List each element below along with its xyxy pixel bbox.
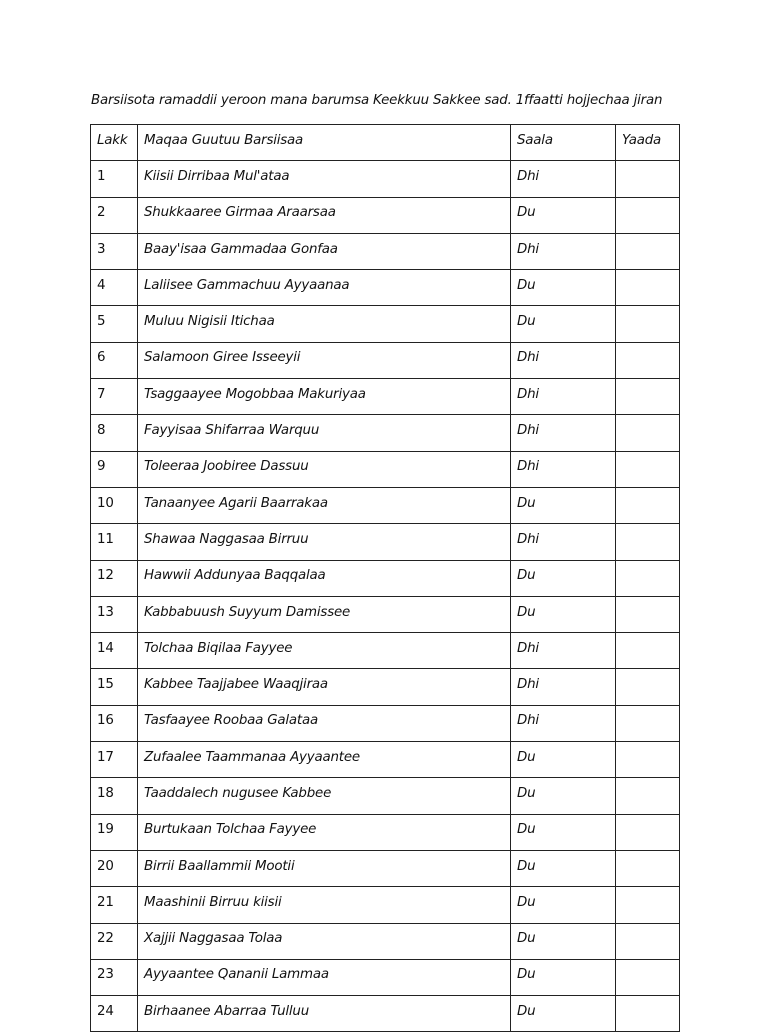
teacher-remark: [616, 996, 680, 1032]
teacher-remark: [616, 342, 680, 378]
teacher-name: Tolchaa Biqilaa Fayyee: [138, 633, 511, 669]
teacher-sex: Du: [511, 814, 616, 850]
teacher-remark: [616, 524, 680, 560]
teacher-sex: Du: [511, 487, 616, 523]
header-remark: Yaada: [616, 125, 680, 161]
teacher-sex: Du: [511, 742, 616, 778]
table-row: [91, 451, 680, 487]
teacher-name: Shawaa Naggasaa Birruu: [138, 524, 511, 560]
teacher-name: Hawwii Addunyaa Baqqalaa: [138, 560, 511, 596]
teacher-sex: Du: [511, 923, 616, 959]
teacher-sex: Du: [511, 596, 616, 632]
teacher-name: Ayyaantee Qananii Lammaa: [138, 959, 511, 995]
table-row: [91, 887, 680, 923]
row-number: 1: [91, 161, 138, 197]
row-number: 24: [91, 996, 138, 1032]
teacher-name: Tsaggaayee Mogobbaa Makuriyaa: [138, 379, 511, 415]
teacher-name: Birrii Baallammii Mootii: [138, 850, 511, 886]
teacher-remark: [616, 306, 680, 342]
teacher-name: Xajjii Naggasaa Tolaa: [138, 923, 511, 959]
teacher-sex: Dhi: [511, 633, 616, 669]
teacher-sex: Dhi: [511, 233, 616, 269]
row-number: 17: [91, 742, 138, 778]
teacher-name: Fayyisaa Shifarraa Warquu: [138, 415, 511, 451]
row-number: 3: [91, 233, 138, 269]
row-number: 23: [91, 959, 138, 995]
teacher-name: Kabbee Taajjabee Waaqjiraa: [138, 669, 511, 705]
table-row: [91, 379, 680, 415]
table-row: [91, 633, 680, 669]
header-sex: Saala: [511, 125, 616, 161]
row-number: 11: [91, 524, 138, 560]
teacher-sex: Dhi: [511, 342, 616, 378]
row-number: 15: [91, 669, 138, 705]
table-row: [91, 778, 680, 814]
row-number: 19: [91, 814, 138, 850]
teacher-name: Muluu Nigisii Itichaa: [138, 306, 511, 342]
teacher-remark: [616, 560, 680, 596]
table-row: [91, 814, 680, 850]
row-number: 14: [91, 633, 138, 669]
teacher-remark: [616, 705, 680, 741]
teacher-name: Salamoon Giree Isseeyii: [138, 342, 511, 378]
table-row: [91, 923, 680, 959]
teacher-remark: [616, 379, 680, 415]
table-row: [91, 560, 680, 596]
teacher-roster-table: [90, 124, 680, 1032]
teacher-sex: Dhi: [511, 705, 616, 741]
table-row: [91, 596, 680, 632]
table-row: [91, 705, 680, 741]
teacher-sex: Dhi: [511, 415, 616, 451]
teacher-remark: [616, 923, 680, 959]
table-row: [91, 233, 680, 269]
teacher-name: Laliisee Gammachuu Ayyaanaa: [138, 270, 511, 306]
row-number: 18: [91, 778, 138, 814]
table-row: [91, 306, 680, 342]
teacher-remark: [616, 415, 680, 451]
teacher-sex: Du: [511, 197, 616, 233]
row-number: 12: [91, 560, 138, 596]
teacher-name: Baay'isaa Gammadaa Gonfaa: [138, 233, 511, 269]
table-row: [91, 342, 680, 378]
row-number: 13: [91, 596, 138, 632]
teacher-remark: [616, 161, 680, 197]
teacher-sex: Dhi: [511, 451, 616, 487]
teacher-name: Shukkaaree Girmaa Araarsaa: [138, 197, 511, 233]
teacher-remark: [616, 633, 680, 669]
table-row: [91, 487, 680, 523]
row-number: 4: [91, 270, 138, 306]
teacher-name: Maashinii Birruu kiisii: [138, 887, 511, 923]
teacher-sex: Du: [511, 306, 616, 342]
table-header-row: [91, 125, 680, 161]
table-row: [91, 524, 680, 560]
teacher-name: Kabbabuush Suyyum Damissee: [138, 596, 511, 632]
teacher-sex: Dhi: [511, 669, 616, 705]
teacher-name: Birhaanee Abarraa Tulluu: [138, 996, 511, 1032]
teacher-sex: Du: [511, 850, 616, 886]
row-number: 8: [91, 415, 138, 451]
table-body: [91, 161, 680, 1032]
table-row: [91, 197, 680, 233]
teacher-name: Toleeraa Joobiree Dassuu: [138, 451, 511, 487]
teacher-name: Burtukaan Tolchaa Fayyee: [138, 814, 511, 850]
row-number: 21: [91, 887, 138, 923]
teacher-sex: Du: [511, 560, 616, 596]
row-number: 6: [91, 342, 138, 378]
table-row: [91, 270, 680, 306]
teacher-remark: [616, 596, 680, 632]
teacher-remark: [616, 451, 680, 487]
teacher-name: Kiisii Dirribaa Mul'ataa: [138, 161, 511, 197]
table-row: [91, 161, 680, 197]
table-row: [91, 959, 680, 995]
row-number: 7: [91, 379, 138, 415]
teacher-name: Tanaanyee Agarii Baarrakaa: [138, 487, 511, 523]
teacher-sex: Dhi: [511, 524, 616, 560]
teacher-remark: [616, 487, 680, 523]
teacher-remark: [616, 814, 680, 850]
header-name: Maqaa Guutuu Barsiisaa: [138, 125, 511, 161]
teacher-remark: [616, 233, 680, 269]
teacher-name: Taaddalech nugusee Kabbee: [138, 778, 511, 814]
document-heading: Barsiisota ramaddii yeroon mana barumsa Keekkuu Sakkee sad. 1ffaatti hojjechaa jiran: [91, 93, 663, 108]
teacher-remark: [616, 742, 680, 778]
teacher-remark: [616, 197, 680, 233]
row-number: 5: [91, 306, 138, 342]
table-row: [91, 742, 680, 778]
teacher-name: Tasfaayee Roobaa Galataa: [138, 705, 511, 741]
row-number: 22: [91, 923, 138, 959]
header-number: Lakk: [91, 125, 138, 161]
teacher-sex: Du: [511, 270, 616, 306]
teacher-remark: [616, 887, 680, 923]
teacher-sex: Du: [511, 959, 616, 995]
row-number: 16: [91, 705, 138, 741]
teacher-name: Zufaalee Taammanaa Ayyaantee: [138, 742, 511, 778]
teacher-remark: [616, 778, 680, 814]
teacher-remark: [616, 850, 680, 886]
table-row: [91, 415, 680, 451]
row-number: 2: [91, 197, 138, 233]
row-number: 20: [91, 850, 138, 886]
teacher-remark: [616, 669, 680, 705]
table-row: [91, 996, 680, 1032]
teacher-sex: Du: [511, 996, 616, 1032]
teacher-remark: [616, 959, 680, 995]
teacher-sex: Dhi: [511, 161, 616, 197]
teacher-sex: Du: [511, 887, 616, 923]
teacher-sex: Du: [511, 778, 616, 814]
row-number: 10: [91, 487, 138, 523]
row-number: 9: [91, 451, 138, 487]
table-row: [91, 669, 680, 705]
table-row: [91, 850, 680, 886]
teacher-sex: Dhi: [511, 379, 616, 415]
teacher-remark: [616, 270, 680, 306]
